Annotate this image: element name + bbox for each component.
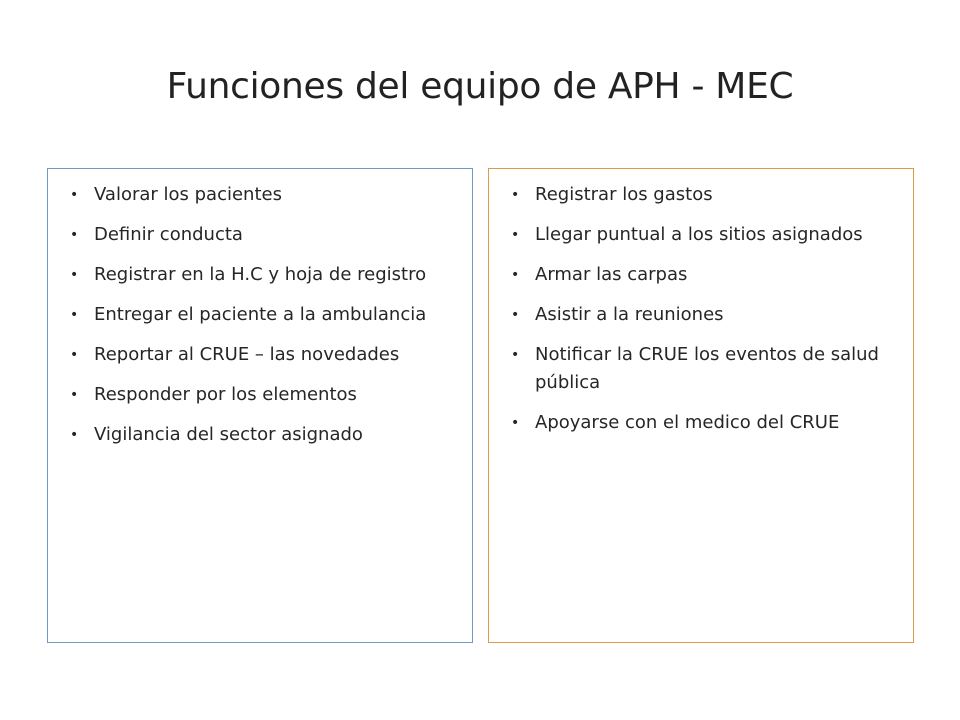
list-item (60, 341, 458, 369)
list-item (501, 409, 899, 437)
list-item (60, 181, 458, 209)
list-item-text: Vigilancia del sector asignado (94, 424, 363, 445)
list-item-text: Notificar la CRUE los eventos de salud pública (535, 344, 879, 393)
list-item-text: Entregar el paciente a la ambulancia (94, 304, 427, 325)
list-item (501, 181, 899, 209)
bullet-icon: • (70, 347, 79, 363)
list-item-text: Definir conducta (94, 224, 243, 245)
list-item (501, 301, 899, 329)
list-item-text: Registrar los gastos (535, 184, 713, 205)
bullet-icon: • (511, 415, 520, 431)
list-item (501, 341, 899, 397)
bullet-icon: • (511, 307, 520, 323)
bullet-icon: • (70, 187, 79, 203)
right-content-box (488, 168, 914, 643)
bullet-icon: • (70, 267, 79, 283)
right-bullet-list (489, 169, 913, 437)
list-item (501, 261, 899, 289)
list-item-text: Registrar en la H.C y hoja de registro (94, 264, 427, 285)
bullet-icon: • (70, 227, 79, 243)
list-item-text: Asistir a la reuniones (535, 304, 724, 325)
bullet-icon: • (511, 347, 520, 363)
list-item (501, 221, 899, 249)
list-item (60, 421, 458, 449)
bullet-icon: • (70, 387, 79, 403)
bullet-icon: • (511, 267, 520, 283)
list-item (60, 301, 458, 329)
left-content-box (47, 168, 473, 643)
list-item (60, 381, 458, 409)
list-item-text: Armar las carpas (535, 264, 688, 285)
bullet-icon: • (511, 187, 520, 203)
list-item (60, 261, 458, 289)
list-item-text: Apoyarse con el medico del CRUE (535, 412, 840, 433)
list-item-text: Reportar al CRUE – las novedades (94, 344, 400, 365)
list-item-text: Llegar puntual a los sitios asignados (535, 224, 863, 245)
list-item (60, 221, 458, 249)
list-item-text: Valorar los pacientes (94, 184, 282, 205)
list-item-text: Responder por los elementos (94, 384, 357, 405)
slide-title: Funciones del equipo de APH - MEC (166, 66, 794, 107)
bullet-icon: • (70, 427, 79, 443)
bullet-icon: • (70, 307, 79, 323)
bullet-icon: • (511, 227, 520, 243)
left-bullet-list (48, 169, 472, 449)
